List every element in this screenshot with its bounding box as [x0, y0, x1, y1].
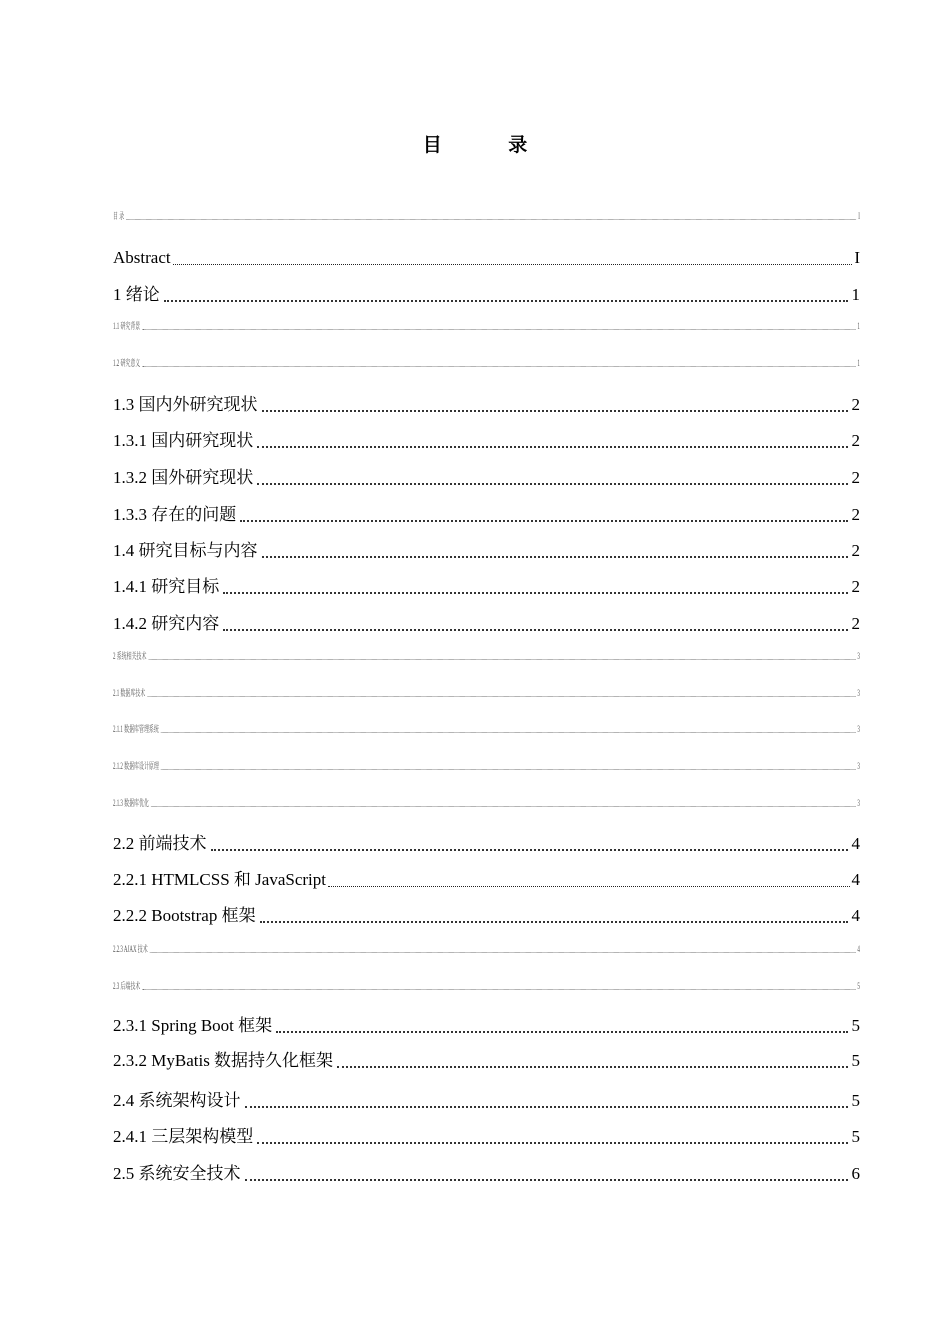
toc-entry-label: 2.2 前端技术	[113, 834, 207, 853]
toc-entry[interactable]	[113, 356, 860, 370]
dot-leader	[147, 696, 855, 697]
toc-entry-page: 5	[851, 1127, 860, 1146]
dot-leader	[223, 592, 847, 594]
toc-entry-label: Abstract	[113, 248, 171, 267]
toc-entry[interactable]	[113, 429, 860, 453]
toc-entry[interactable]	[113, 759, 860, 773]
dot-leader	[245, 1179, 848, 1181]
toc-entry-label: 目 录	[113, 211, 125, 221]
toc-entry[interactable]	[113, 942, 860, 956]
toc-entry-label: 1.3.3 存在的问题	[113, 505, 237, 524]
toc-entry-page: 5	[851, 1091, 860, 1110]
toc-entry[interactable]	[113, 1089, 860, 1113]
toc-entry-label: 2.1.2 数据库设计原理	[113, 761, 159, 771]
toc-entry-label: 2.1 数据库技术	[113, 688, 146, 698]
dot-leader	[328, 886, 850, 887]
dot-leader	[223, 629, 847, 631]
toc-entry-label: 2.3.1 Spring Boot 框架	[113, 1016, 273, 1035]
dot-leader	[276, 1031, 847, 1033]
toc-entry-page: 3	[857, 761, 860, 771]
page-title: 目 录	[422, 134, 558, 156]
toc-entry-page: 2	[851, 468, 860, 487]
toc-entry-label: 2.2.1 HTMLCSS 和 JavaScript	[113, 870, 326, 889]
toc-entry-page: 6	[851, 1164, 860, 1183]
toc-entry-label: 2.5 系统安全技术	[113, 1164, 241, 1183]
dot-leader	[164, 300, 848, 302]
toc-entry-label: 2.2.2 Bootstrap 框架	[113, 906, 256, 925]
toc-entry-label: 1.4.2 研究内容	[113, 614, 220, 633]
toc-entry-page: 4	[851, 870, 860, 889]
dot-leader	[262, 410, 848, 412]
toc-entry[interactable]	[113, 979, 860, 993]
toc-entry[interactable]	[113, 1049, 860, 1073]
toc-entry-page: 4	[857, 944, 860, 954]
toc-entry-page: 5	[851, 1016, 860, 1035]
dot-leader	[337, 1066, 847, 1068]
toc-entry-label: 2.1.3 数据库优化	[113, 798, 149, 808]
toc-entry-page: I	[854, 248, 860, 267]
toc-entry-label: 1.2 研究意义	[113, 358, 141, 368]
dot-leader	[257, 1142, 847, 1144]
toc-entry-page: 5	[851, 1051, 860, 1070]
toc-entry[interactable]	[113, 319, 860, 333]
toc-entry[interactable]	[113, 868, 860, 892]
toc-entry-page: 4	[851, 834, 860, 853]
toc-entry-page: 1	[857, 358, 860, 368]
toc-entry-page: 2	[851, 614, 860, 633]
dot-leader	[240, 520, 847, 522]
toc-entry-page: I	[858, 211, 860, 221]
dot-leader	[257, 483, 847, 485]
toc-entry[interactable]	[113, 466, 860, 490]
toc-entry[interactable]	[113, 283, 860, 307]
toc-entry[interactable]	[113, 1162, 860, 1186]
dot-leader	[142, 329, 855, 330]
toc-entry-label: 1.4 研究目标与内容	[113, 541, 258, 560]
dot-leader	[245, 1106, 848, 1108]
dot-leader	[126, 219, 856, 220]
toc-entry[interactable]	[113, 209, 860, 223]
dot-leader	[161, 732, 855, 733]
toc-entry-page: 1	[857, 321, 860, 331]
toc-entry-label: 2.3 后端技术	[113, 981, 141, 991]
dot-leader	[142, 366, 855, 367]
toc-entry-label: 2.3.2 MyBatis 数据持久化框架	[113, 1051, 334, 1070]
dot-leader	[142, 989, 855, 990]
toc-entry-label: 2.2.3 AJAX 技术	[113, 944, 148, 954]
toc-entry-label: 1.3.2 国外研究现状	[113, 468, 254, 487]
toc-entry[interactable]	[113, 503, 860, 527]
dot-leader	[150, 952, 855, 953]
toc-entry-label: 2.4.1 三层架构模型	[113, 1127, 254, 1146]
dot-leader	[257, 446, 847, 448]
dot-leader	[161, 769, 855, 770]
toc-entry-page: 2	[851, 431, 860, 450]
toc-entry-page: 5	[857, 981, 860, 991]
toc-entry-page: 3	[857, 798, 860, 808]
toc-entry-label: 1.3 国内外研究现状	[113, 395, 258, 414]
toc-entry-label: 2.4 系统架构设计	[113, 1091, 241, 1110]
toc-entry[interactable]	[113, 832, 860, 856]
toc-entry-label: 2 系统相关技术	[113, 651, 147, 661]
toc-entry-page: 2	[851, 505, 860, 524]
toc-entry-label: 1.3.1 国内研究现状	[113, 431, 254, 450]
toc-entry[interactable]	[113, 796, 860, 810]
toc-entry-page: 2	[851, 577, 860, 596]
toc-entry[interactable]	[113, 246, 860, 270]
toc-entry[interactable]	[113, 649, 860, 663]
toc-entry-page: 3	[857, 724, 860, 734]
dot-leader	[262, 556, 848, 558]
toc-entry-page: 4	[851, 906, 860, 925]
dot-leader	[173, 264, 853, 265]
toc-entry[interactable]	[113, 1014, 860, 1038]
toc-entry[interactable]	[113, 612, 860, 636]
toc-entry-label: 2.1.1 数据库管理系统	[113, 724, 159, 734]
dot-leader	[260, 921, 848, 923]
toc-entry-page: 2	[851, 541, 860, 560]
toc-entry[interactable]	[113, 722, 860, 736]
toc-entry[interactable]	[113, 1125, 860, 1149]
toc-entry[interactable]	[113, 904, 860, 928]
toc-entry-page: 3	[857, 688, 860, 698]
toc-entry[interactable]	[113, 393, 860, 417]
toc-entry[interactable]	[113, 539, 860, 563]
dot-leader	[211, 849, 848, 851]
toc-entry-label: 1 绪论	[113, 285, 160, 304]
dot-leader	[151, 806, 855, 807]
dot-leader	[149, 659, 856, 660]
toc-entry-page: 1	[851, 285, 860, 304]
toc-entry-page: 2	[851, 395, 860, 414]
toc-entry-label: 1.1 研究背景	[113, 321, 141, 331]
toc-entry-page: 3	[857, 651, 860, 661]
toc-entry[interactable]	[113, 575, 860, 599]
toc-entry[interactable]	[113, 686, 860, 700]
toc-entry-label: 1.4.1 研究目标	[113, 577, 220, 596]
